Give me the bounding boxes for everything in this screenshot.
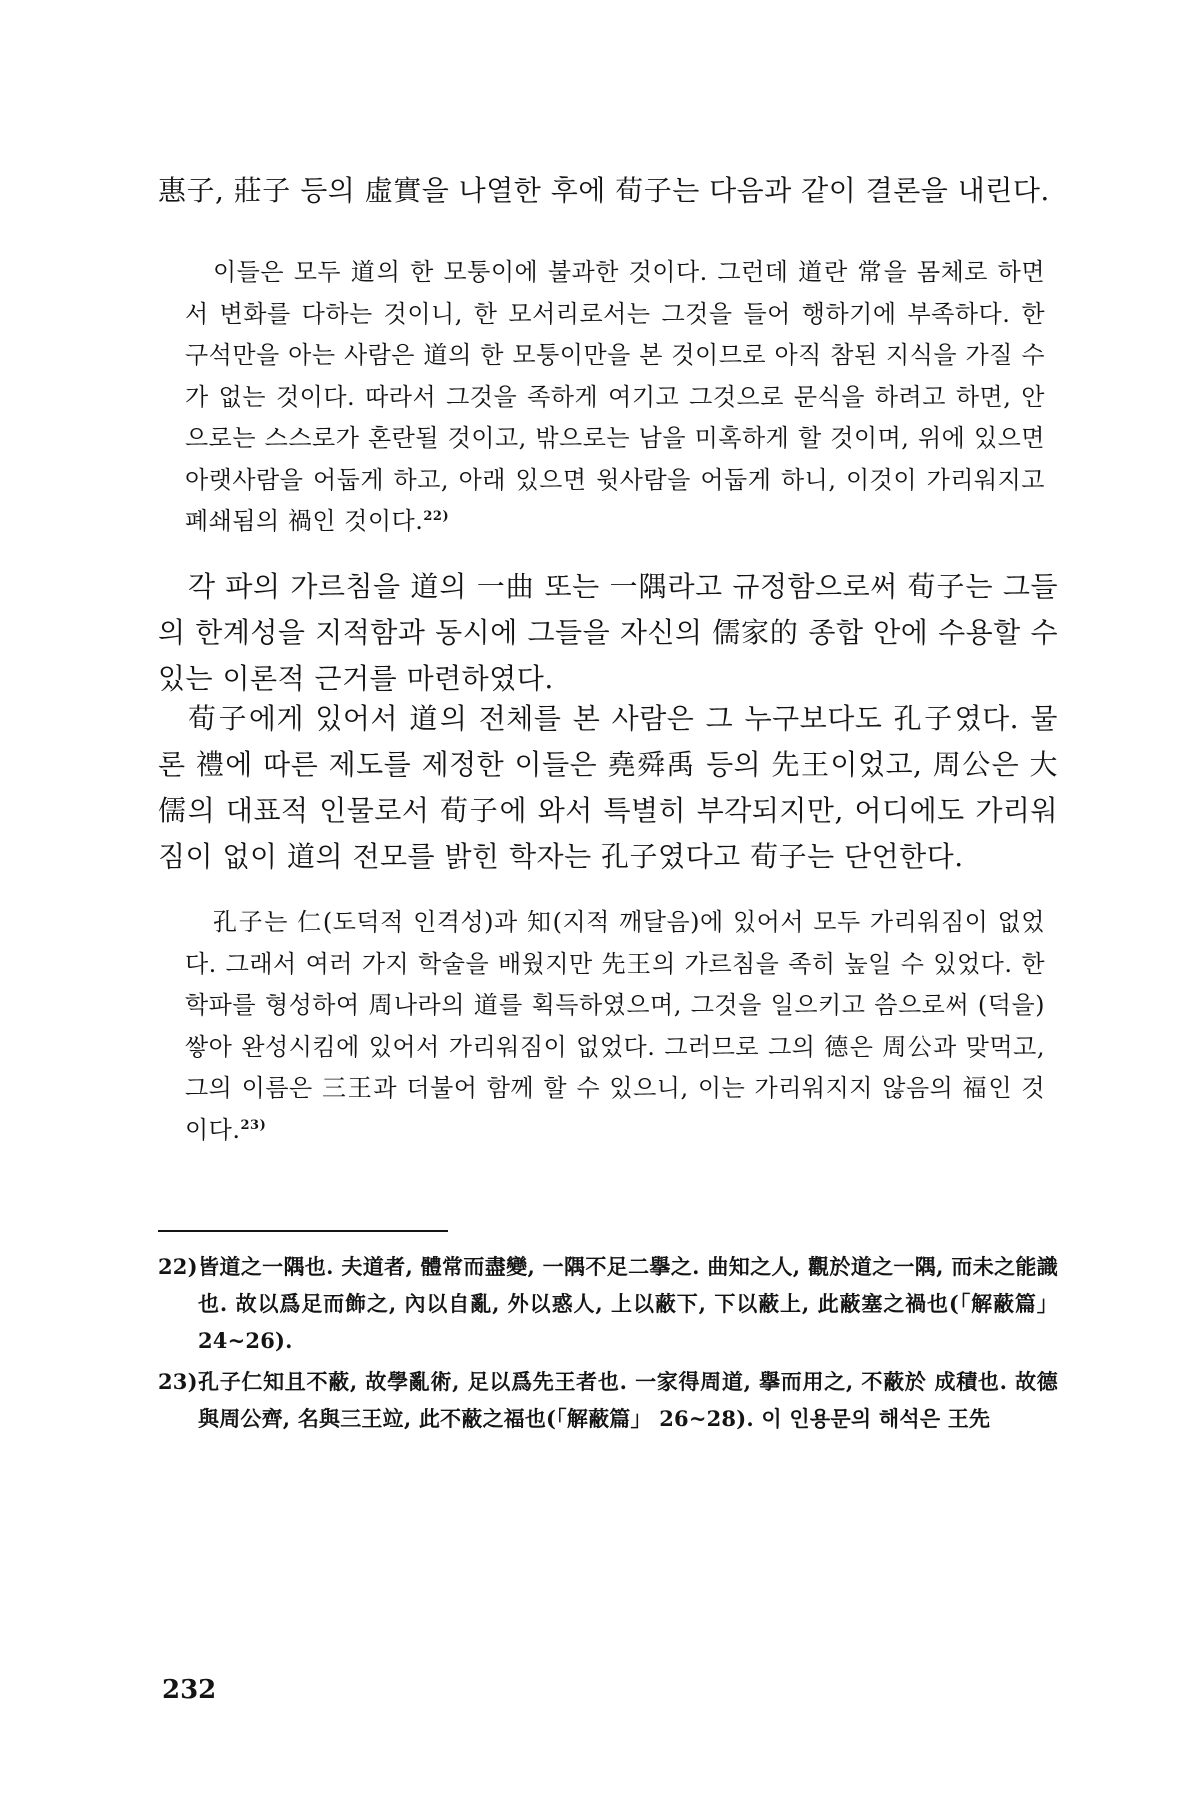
- block-quote-2: [185, 902, 1045, 1151]
- footnote-text: 孔子仁知且不蔽, 故學亂術, 足以爲先王者也. 一家得周道, 擧而用之, 不蔽於 成積也. 故德與周公齊, 名與三王竝, 此不蔽之福也(「解蔽篇」 26~28). 이 인용문의 해석은 王先: [198, 1369, 1058, 1431]
- block-quote-1: [185, 252, 1045, 543]
- footnote-ref-23[interactable]: 23): [240, 1117, 267, 1133]
- footnote-text: 皆道之一隅也. 夫道者, 體常而盡變, 一隅不足二擧之. 曲知之人, 觀於道之一隅, 而未之能識也. 故以爲足而飾之, 內以自亂, 外以惑人, 上以蔽下, 下以蔽上, 此蔽塞之禍也(「解蔽篇」 24~26).: [198, 1254, 1058, 1353]
- footnote-22: [158, 1248, 1058, 1359]
- block-quote-2-body: 孔子는 仁(도덕적 인격성)과 知(지적 깨달음)에 있어서 모두 가리워짐이 없었다. 그래서 여러 가지 학술을 배웠지만 先王의 가르침을 족히 높일 수 있었다. 한 학파를 형성하여 周나라의 道를 획득하였으며, 그것을 일으키고 씀으로써 (덕을) 쌓아 완성시킴에 있어서 가리워짐이 없었다. 그러므로 그의 德은 周公과 맞먹고, 그의 이름은 三王과 더불어 함께 할 수 있으니, 이는 가리워지지 않음의 福인 것이다.: [185, 908, 1045, 1144]
- footnote-23: [158, 1363, 1058, 1437]
- block-quote-1-text: [185, 252, 1045, 543]
- block-quote-2-text: [185, 902, 1045, 1151]
- footnote-number: 23): [158, 1369, 198, 1394]
- intro-line: 惠子, 莊子 등의 虛實을 나열한 후에 荀子는 다음과 같이 결론을 내린다.: [158, 174, 1050, 207]
- paragraph-2: 荀子에게 있어서 道의 전체를 본 사람은 그 누구보다도 孔子였다. 물론 禮에 따른 제도를 제정한 이들은 堯舜禹 등의 先王이었고, 周公은 大儒의 대표적 인물로서 荀子에 와서 특별히 부각되지만, 어디에도 가리워짐이 없이 道의 전모를 밝힌 학자는 孔子였다고 荀子는 단언한다.: [158, 702, 1058, 873]
- paragraph-1: 각 파의 가르침을 道의 一曲 또는 一隅라고 규정함으로써 荀子는 그들의 한계성을 지적함과 동시에 그들을 자신의 儒家的 종합 안에 수용할 수 있는 이론적 근거를 마련하였다.: [158, 570, 1058, 695]
- footnote-ref-22[interactable]: 22): [423, 509, 450, 524]
- block-quote-1-body: 이들은 모두 道의 한 모퉁이에 불과한 것이다. 그런데 道란 常을 몸체로 하면서 변화를 다하는 것이니, 한 모서리로서는 그것을 들어 행하기에 부족하다. 한 구석만을 아는 사람은 道의 한 모퉁이만을 본 것이므로 아직 참된 지식을 가질 수가 없는 것이다. 따라서 그것을 족하게 여기고 그것으로 문식을 하려고 하면, 안으로는 스스로가 혼란될 것이고, 밖으로는 남을 미혹하게 할 것이며, 위에 있으면 아랫사람을 어둡게 하고, 아래 있으면 윗사람을 어둡게 하니, 이것이 가리워지고 폐쇄됨의 禍인 것이다.: [185, 258, 1045, 535]
- page-number: 232: [162, 1675, 217, 1705]
- footnote-divider: [158, 1230, 448, 1232]
- footnote-number: 22): [158, 1254, 198, 1279]
- footnotes: [158, 1248, 1058, 1441]
